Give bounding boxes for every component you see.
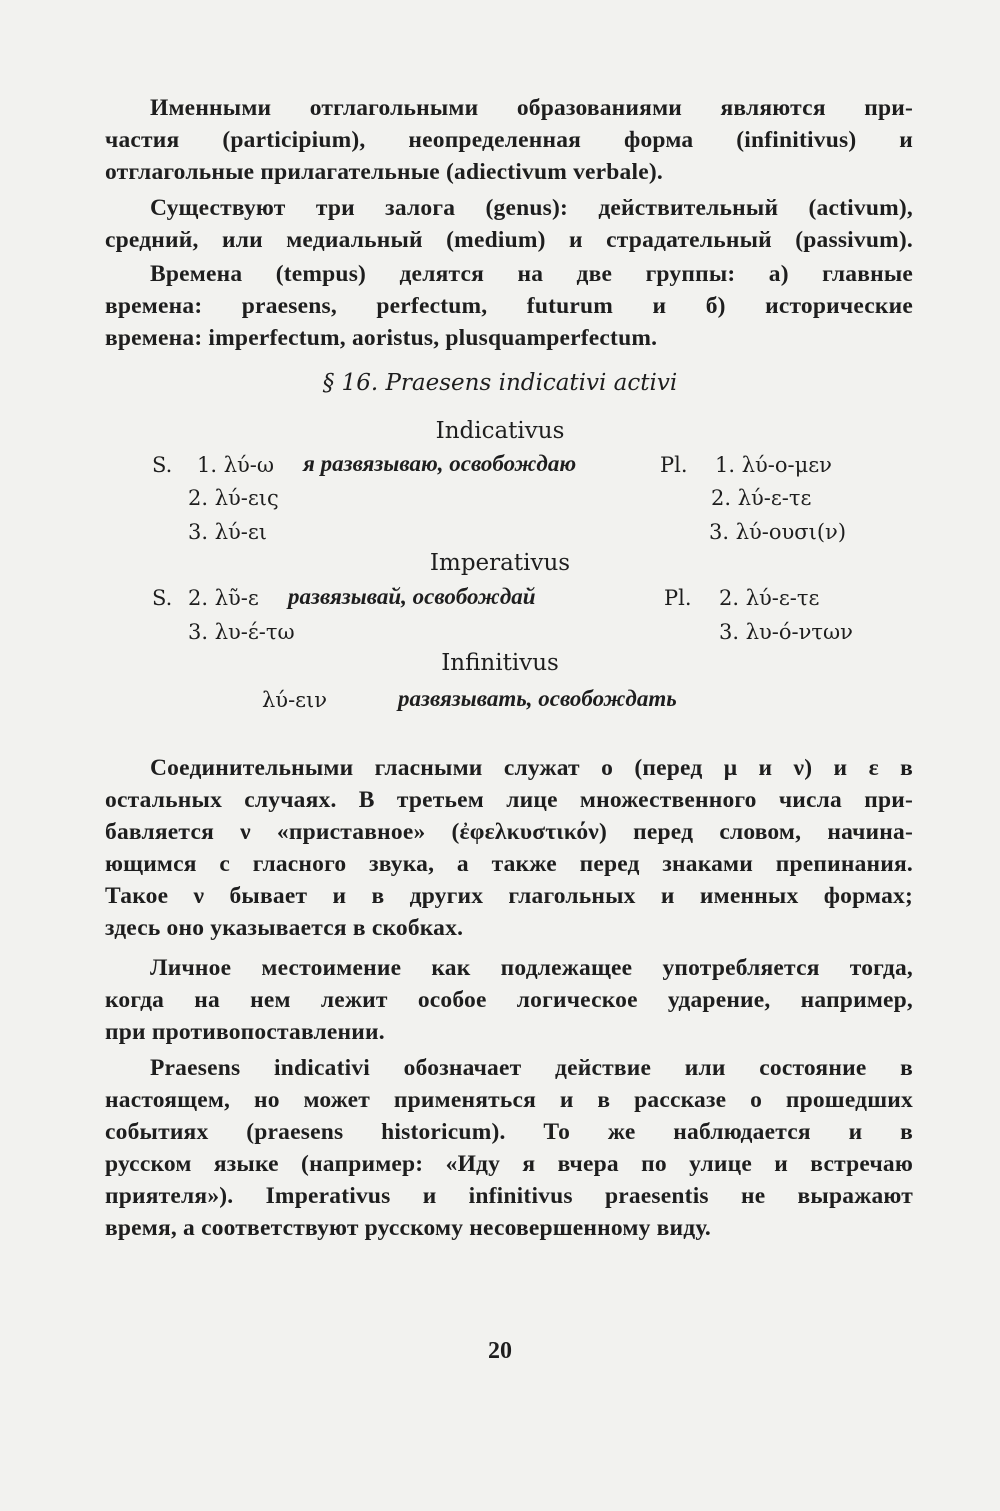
imperativus-title: Imperativus xyxy=(429,550,571,576)
imperativus-s2-translation: развязывай, освобождай xyxy=(288,584,536,609)
indicativus-s1: 1. λύ-ω xyxy=(197,453,275,477)
text-line: когда на нем лежит особое логическое ударение, например, xyxy=(105,987,913,1013)
text-line: событиях (praesens historicum). То же наблюдается и в xyxy=(105,1119,913,1145)
imperativus-s3: 3. λυ-έ-τω xyxy=(188,620,295,644)
text-line: средний, или медиальный (medium) и страдательный (passivum). xyxy=(105,227,913,253)
text-line: Существуют три залога (genus): действительный (activum), xyxy=(150,195,913,221)
text-line: время, а соответствуют русскому несовершенному виду. xyxy=(105,1215,712,1241)
imperativus-s2: 2. λῦ-ε xyxy=(188,586,259,610)
section-title: § 16. Praesens indicativi activi xyxy=(322,370,678,396)
text-line: времена: imperfectum, aoristus, plusquamperfectum. xyxy=(105,325,658,351)
text-line: здесь оно указывается в скобках. xyxy=(105,915,464,941)
text-line: при противопоставлении. xyxy=(105,1019,385,1045)
plural-label: Pl. xyxy=(660,453,688,477)
text-line: Времена (tempus) делятся на две группы: а) главные xyxy=(150,261,913,287)
infinitivus-form: λύ-ειν xyxy=(262,688,328,712)
text-line: отглагольные прилагательные (adiectivum verbale). xyxy=(105,159,663,185)
text-line: частия (participium), неопределенная форма (infinitivus) и xyxy=(105,127,913,153)
infinitivus-title: Infinitivus xyxy=(441,650,559,676)
singular-label: S. xyxy=(152,453,173,477)
indicativus-title: Indicativus xyxy=(435,418,565,444)
indicativus-pl1: 1. λύ-ο-μεν xyxy=(715,453,832,477)
text-line: остальных случаях. В третьем лице множественного числа при- xyxy=(105,787,913,813)
text-line: Именными отглагольными образованиями являются при- xyxy=(150,95,913,121)
text-line: Личное местоимение как подлежащее употребляется тогда, xyxy=(150,955,913,981)
text-line: приятеля»). Imperativus и infinitivus praesentis не выражают xyxy=(105,1183,913,1209)
text-line: русском языке (например: «Иду я вчера по улице и встречаю xyxy=(105,1151,913,1177)
indicativus-s3: 3. λύ-ει xyxy=(188,520,267,544)
paragraph-forms xyxy=(105,92,913,188)
imperativus-pl2: 2. λύ-ε-τε xyxy=(719,586,820,610)
text-line: Praesens indicativi обозначает действие или состояние в xyxy=(150,1055,913,1081)
indicativus-s1-translation: я развязываю, освобождаю xyxy=(303,451,577,476)
imperativus-pl3: 3. λυ-ό-ντων xyxy=(719,620,853,644)
paragraph-praesens-meaning xyxy=(105,1052,913,1244)
indicativus-s2: 2. λύ-εις xyxy=(188,486,279,510)
indicativus-pl3: 3. λύ-ουσι(ν) xyxy=(709,520,847,544)
page-number: 20 xyxy=(488,1338,512,1364)
text-line: Соединительными гласными служат ο (перед μ и ν) и ε в xyxy=(150,755,913,781)
text-line: времена: praesens, perfectum, futurum и б) исторические xyxy=(105,293,913,319)
paragraph-pronoun xyxy=(105,952,913,1048)
infinitivus-translation: развязывать, освобождать xyxy=(398,686,677,711)
text-line: ющимся с гласного звука, а также перед знаками препинания. xyxy=(105,851,913,877)
indicativus-pl2: 2. λύ-ε-τε xyxy=(711,486,812,510)
text-line: настоящем, но может применяться и в рассказе о прошедших xyxy=(105,1087,913,1113)
paragraph-voices xyxy=(105,192,913,256)
text-line: Такое ν бывает и в других глагольных и именных формах; xyxy=(105,883,913,909)
paragraph-connecting-vowels xyxy=(105,752,913,944)
text-line: бавляется ν «приставное» (ἐφελκυστικόν) перед словом, начина- xyxy=(105,819,913,845)
singular-label: S. xyxy=(152,586,173,610)
paragraph-tenses xyxy=(105,258,913,354)
plural-label: Pl. xyxy=(664,586,692,610)
